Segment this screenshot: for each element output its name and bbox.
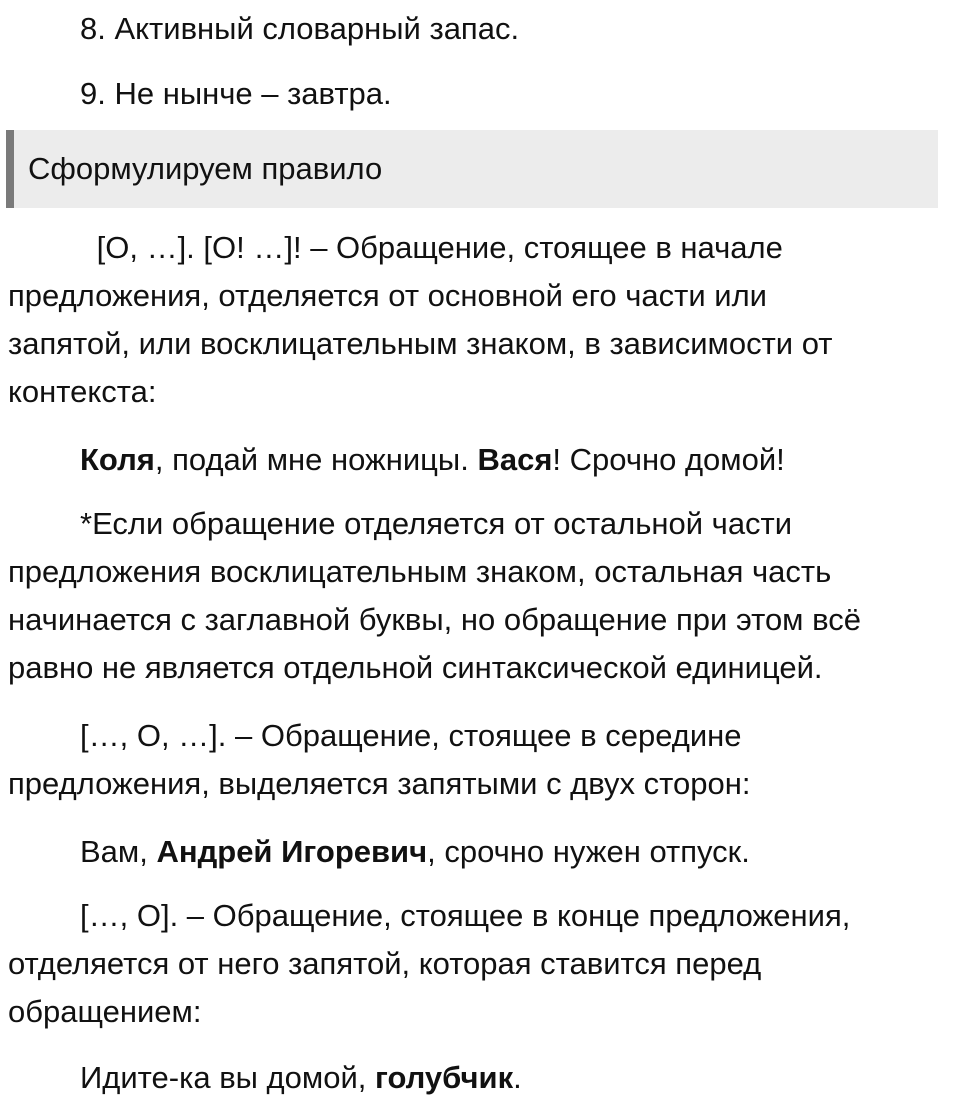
example-address-word: Коля xyxy=(80,442,155,477)
note-line-3: начинается с заглавной буквы, но обращение при этом всё xyxy=(8,602,861,637)
example-text: Вам, xyxy=(80,834,157,869)
note-paragraph xyxy=(8,500,938,692)
rule-end-example xyxy=(80,1054,940,1102)
rule-middle-paragraph xyxy=(8,712,938,808)
example-address-word: голубчик xyxy=(374,1060,514,1095)
list-item-9 xyxy=(80,70,940,118)
note-line-1: *Если обращение отделяется от остальной части xyxy=(80,506,793,541)
rule-start-line-4: контекста: xyxy=(8,374,157,409)
rule-middle-line-2: предложения, выделяется запятыми с двух сторон: xyxy=(8,766,751,801)
rule-start-line-2: предложения, отделяется от основной его части или xyxy=(8,278,767,313)
rule-start-paragraph xyxy=(8,224,938,416)
rule-end-line-3: обращением: xyxy=(8,994,202,1029)
note-line-4: равно не является отдельной синтаксической единицей. xyxy=(8,650,823,685)
rule-middle-line-1: […, О, …]. – Обращение, стоящее в середине xyxy=(80,718,742,753)
list-item-text: 8. Активный словарный запас. xyxy=(80,11,520,46)
rule-start-line-3: запятой, или восклицательным знаком, в зависимости от xyxy=(8,326,833,361)
rule-start-example xyxy=(80,436,940,484)
section-heading-bar xyxy=(6,130,938,208)
note-line-2: предложения восклицательным знаком, остальная часть xyxy=(8,554,832,589)
example-text: ! Срочно домой! xyxy=(552,442,785,477)
section-heading: Сформулируем правило xyxy=(28,151,383,186)
example-address-word: Андрей Игоревич xyxy=(156,834,428,869)
list-item-8 xyxy=(80,5,940,53)
example-address-word: Вася xyxy=(477,442,553,477)
rule-end-line-2: отделяется от него запятой, которая ставится перед xyxy=(8,946,762,981)
example-text: , подай мне ножницы. xyxy=(154,442,478,477)
rule-end-line-1: […, О]. – Обращение, стоящее в конце предложения, xyxy=(80,898,851,933)
example-text: , срочно нужен отпуск. xyxy=(427,834,750,869)
list-item-text: 9. Не нынче – завтра. xyxy=(80,76,392,111)
example-text: . xyxy=(513,1060,522,1095)
rule-start-line-1: [О, …]. [О! …]! – Обращение, стоящее в начале xyxy=(88,230,783,265)
rule-middle-example xyxy=(80,828,940,876)
example-text: Идите-ка вы домой, xyxy=(80,1060,375,1095)
rule-end-paragraph xyxy=(8,892,938,1036)
